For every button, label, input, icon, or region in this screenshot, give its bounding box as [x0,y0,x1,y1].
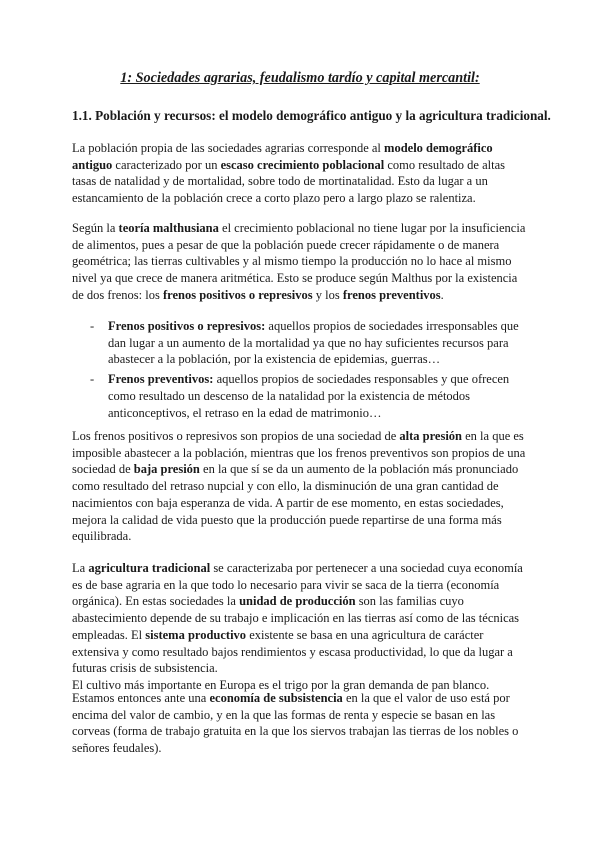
p2-text-2: el crecimiento poblacional no tiene lugar por la insuficiencia de alimentos, pues a pesar de que la población puede crecer rápidamente o de manera geométrica; las tierras cultivables y al mismo tiempo la producción no lo hace al mismo nivel ya que crece de manera aritmética. Esto se produce según Malthus por la existencia de dos frenos: los [72,221,526,302]
p2-bold-3: frenos preventivos [342,287,441,302]
list-dash: - [90,372,95,387]
list-item-1-text: aquellos propios de sociedades irresponsables que dan lugar a un aumento de la mortalidad ya que no hay suficientes recursos para abastecer a la población, por la existencia de epidemias, guerras… [108,319,519,367]
p4-text-4: existente se basa en una agricultura de carácter extensiva y como resultado bajos rendimientos y escasa productividad, lo que da lugar a futuras crisis de subsistencia. [72,627,513,676]
p2-text-1: Según la [72,221,119,235]
p1-text-3: como resultado de altas tasas de natalidad y de mortalidad, sobre todo de mortinatalidad. Esto da lugar a un estancamiento de la población crece a corto plazo pero a largo plazo se ralentiza. [72,157,506,206]
list-item [90,371,535,421]
p1-text-2: caracterizado por un [112,157,221,172]
p4-text-1: La [72,561,89,575]
p3-text-1: Los frenos positivos o represivos son propios de una sociedad de [72,429,400,443]
p3-bold-2: baja presión [133,462,200,477]
p2-text-3: y los [312,287,343,302]
p1-bold-2: escaso crecimiento poblacional [220,157,385,172]
p4-bold-2: unidad de producción [239,594,356,609]
p4-bold-3: sistema productivo [145,627,247,642]
p4-bold-1: agricultura tradicional [88,561,211,575]
p3-bold-1: alta presión [399,429,462,443]
p2-text-4: . [440,287,444,302]
paragraph-4 [72,560,532,694]
list-dash: - [90,319,95,333]
p4-text-5: El cultivo más importante en Europa es el trigo por la gran demanda de pan blanco. [72,677,490,692]
list-item [90,318,535,368]
p4-text-3: son las familias cuyo abastecimiento depende de su trabajo e implicación en las tierras así como de las técnicas empleadas. El [72,594,520,642]
list-item-1-bold: Frenos positivos o represivos: [108,319,266,333]
p5-text-2: en la que el valor de uso está por encima del valor de cambio, y en la que las formas de renta y especie se basan en las corveas (forma de trabajo gratuita en la que los siervos trabajan las tierras de los nobles o señores feudales). [72,691,519,756]
paragraph-2 [72,220,532,304]
paragraph-1 [72,140,532,207]
paragraph-5 [72,690,532,757]
p1-text-1: La población propia de las sociedades agrarias corresponde al [72,141,385,155]
section-heading: 1.1. Población y recursos: el modelo demográfico antiguo y la agricultura tradicional. [72,108,551,123]
p3-text-3: en la que sí se da un aumento de la población más pronunciado como resultado del retraso nupcial y con ello, la disminución de una gran cantidad de nacimientos con baja esperanza de vida. A partir de ese momento, en estas sociedades, mejora la calidad de vida puesto que la producción puede repartirse de una forma más equilibrada. [72,462,519,544]
list-item-2-text: aquellos propios de sociedades responsables y que ofrecen como resultado un descenso de la natalidad por la existencia de métodos anticonceptivos, el retraso en la edad de matrimonio… [108,372,510,420]
document-title: 1: Sociedades agrarias, feudalismo tardío y capital mercantil: [120,70,480,86]
p2-bold-1: teoría malthusiana [118,221,219,235]
list-item-2-bold: Frenos preventivos: [108,372,214,387]
paragraph-3 [72,428,532,545]
p5-bold-1: economía de subsistencia [209,691,343,705]
p4-text-2: se caracterizaba por pertenecer a una sociedad cuya economía es de base agraria en la que todo lo necesario para vivir se saca de la tierra (economía orgánica). En estas sociedades la [72,561,523,609]
p1-bold-1: modelo demográfico antiguo [72,141,493,172]
p3-text-2: en la que es imposible abastecer a la población, mientras que los frenos preventivos son propios de una sociedad de [72,429,526,477]
p5-text-1: Estamos entonces ante una [72,691,210,705]
frenos-list [90,318,535,424]
p2-bold-2: frenos positivos o represivos [162,287,313,302]
